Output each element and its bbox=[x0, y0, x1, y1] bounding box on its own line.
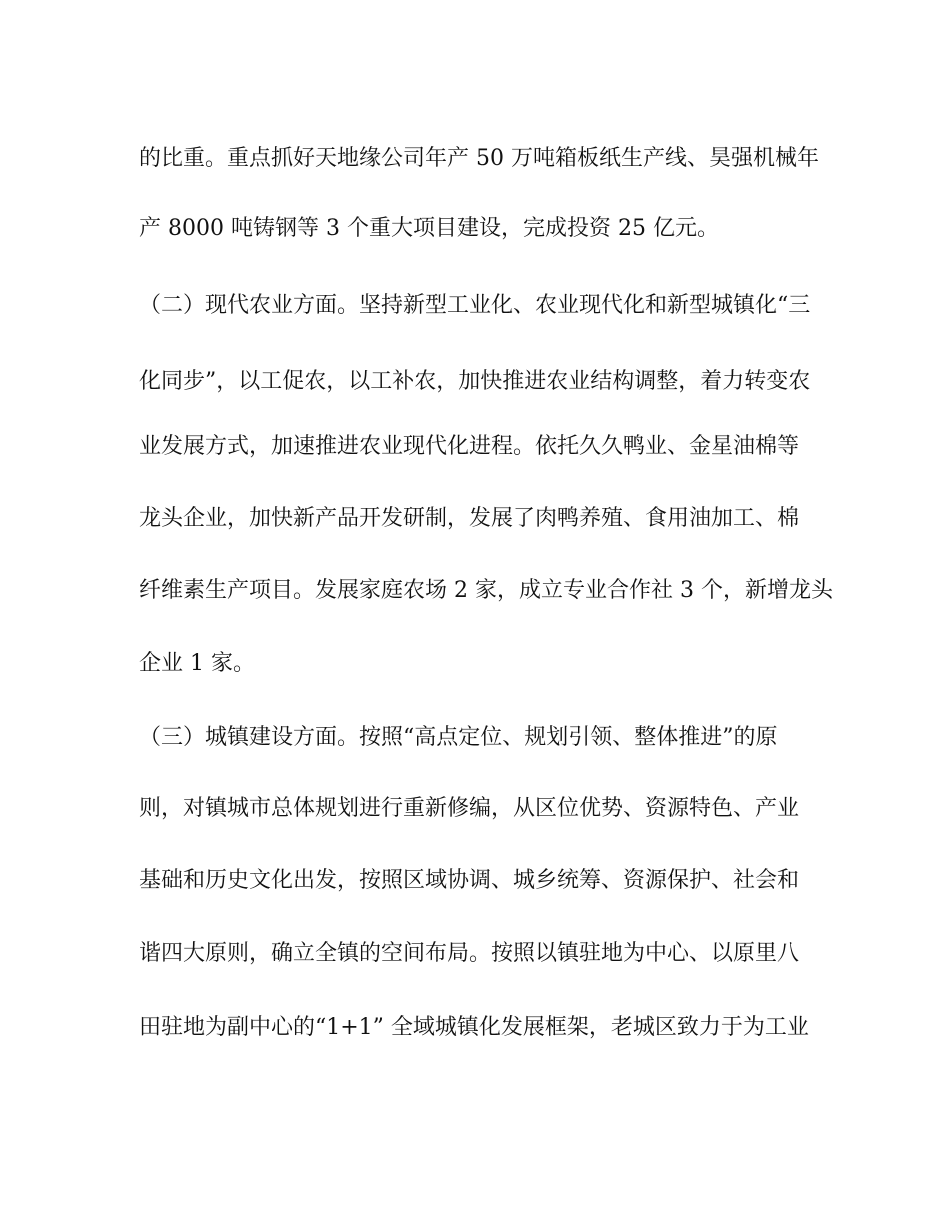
text-line: 产 8000 吨铸钢等 3 个重大项目建设，完成投资 25 亿元。 bbox=[139, 216, 719, 241]
text-line: 则，对镇城市总体规划进行重新修编，从区位优势、资源特色、产业 bbox=[139, 796, 800, 821]
text-line: 企业 1 家。 bbox=[139, 651, 255, 676]
text-line: 的比重。重点抓好天地缘公司年产 50 万吨箱板纸生产线、昊强机械年 bbox=[139, 146, 819, 171]
text-line: 业发展方式，加速推进农业现代化进程。依托久久鸭业、金星油棉等 bbox=[139, 434, 800, 459]
text-line: 谐四大原则，确立全镇的空间布局。按照以镇驻地为中心、以原里八 bbox=[139, 941, 800, 966]
text-line: 基础和历史文化出发，按照区域协调、城乡统筹、资源保护、社会和 bbox=[139, 868, 800, 893]
text-line: 龙头企业，加快新产品开发研制，发展了肉鸭养殖、食用油加工、棉 bbox=[139, 506, 800, 531]
text-line: 化同步”，以工促农，以工补农，加快推进农业结构调整，着力转变农 bbox=[139, 369, 811, 394]
text-line: （三）城镇建设方面。按照“高点定位、规划引领、整体推进”的原 bbox=[139, 725, 778, 750]
text-line: 纤维素生产项目。发展家庭农场 2 家，成立专业合作社 3 个，新增龙头 bbox=[139, 578, 833, 603]
text-line: （二）现代农业方面。坚持新型工业化、农业现代化和新型城镇化“三 bbox=[139, 293, 811, 318]
text-line: 田驻地为副中心的“1+1” 全域城镇化发展框架，老城区致力于为工业 bbox=[139, 1015, 809, 1040]
